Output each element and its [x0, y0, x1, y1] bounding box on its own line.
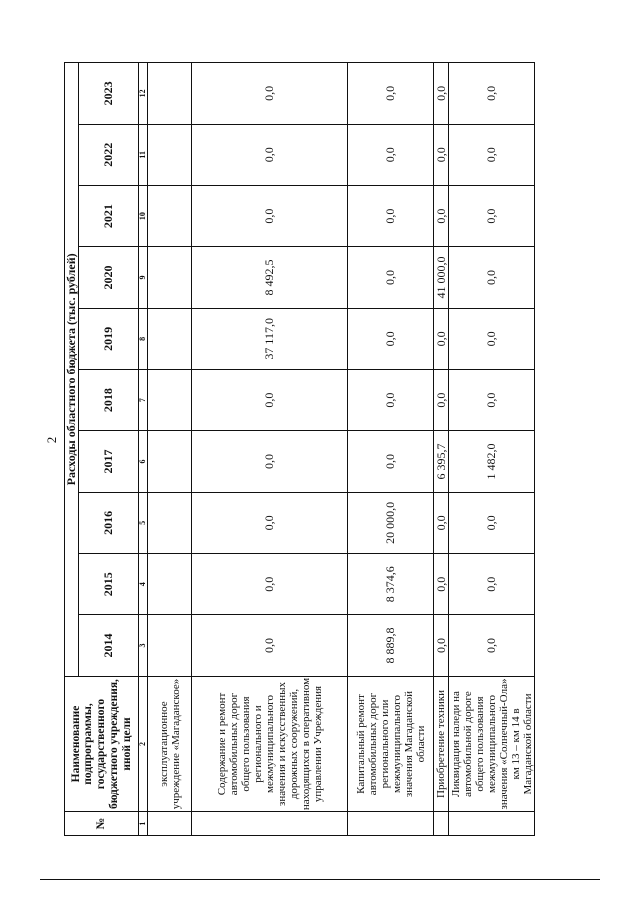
header-year: 2018 [79, 369, 139, 430]
row-value: 0,0 [348, 431, 434, 492]
row-value: 0,0 [434, 63, 449, 125]
row-value [148, 124, 192, 185]
header-year: 2019 [79, 308, 139, 369]
header-no: № [65, 812, 139, 836]
column-number: 2 [139, 676, 148, 812]
row-value [148, 431, 192, 492]
row-value [148, 369, 192, 430]
row-value [148, 247, 192, 308]
row-value: 20 000,0 [348, 492, 434, 553]
column-number: 5 [139, 492, 148, 553]
row-value: 8 492,5 [192, 247, 348, 308]
row-name: Капитальный ремонт автомобильных дорог регионального или межмуниципального значения Магаданской области [348, 676, 434, 812]
row-value: 0,0 [192, 185, 348, 246]
row-value: 0,0 [192, 554, 348, 615]
row-name: эксплуатационное учреждение «Магаданское» [148, 676, 192, 812]
row-value: 0,0 [192, 63, 348, 125]
row-value: 0,0 [449, 554, 535, 615]
column-number: 10 [139, 185, 148, 246]
row-name: Приобретение техники [434, 676, 449, 812]
header-year: 2020 [79, 247, 139, 308]
header-year: 2016 [79, 492, 139, 553]
row-value: 0,0 [192, 369, 348, 430]
page-number: 2 [44, 436, 59, 444]
table-row [148, 63, 192, 836]
row-value: 0,0 [449, 492, 535, 553]
column-number: 6 [139, 431, 148, 492]
row-value [148, 63, 192, 125]
header-year: 2014 [79, 615, 139, 676]
table-row [434, 63, 449, 836]
row-no [348, 812, 434, 836]
header-year: 2022 [79, 124, 139, 185]
budget-table [64, 62, 535, 836]
row-no [434, 812, 449, 836]
column-number: 7 [139, 369, 148, 430]
row-name: Ликвидация наледи на автомобильной дороге общего пользования межмуниципального значения «Солнечный-Ола» км 13 – км 14 в Магаданской области [449, 676, 535, 812]
column-number: 9 [139, 247, 148, 308]
row-no [148, 812, 192, 836]
row-name: Содержание и ремонт автомобильных дорог общего пользования регионального и межмуниципального значения и искусственных дорожных сооружений, находящихся в оперативном управлении Учреждения [192, 676, 348, 812]
table-row [348, 63, 434, 836]
column-number: 4 [139, 554, 148, 615]
header-name: Наименование подпрограммы, государственного бюджетного учреждения, иной цели [65, 676, 139, 812]
row-value: 0,0 [434, 554, 449, 615]
column-number: 1 [139, 812, 148, 836]
row-value: 0,0 [449, 308, 535, 369]
column-number: 12 [139, 63, 148, 125]
row-value: 0,0 [449, 185, 535, 246]
row-no [192, 812, 348, 836]
row-value: 0,0 [192, 492, 348, 553]
row-value: 0,0 [434, 492, 449, 553]
row-value: 0,0 [192, 431, 348, 492]
row-value [148, 308, 192, 369]
row-value: 8 374,6 [348, 554, 434, 615]
row-value: 0,0 [348, 308, 434, 369]
header-year: 2023 [79, 63, 139, 125]
row-value: 0,0 [434, 308, 449, 369]
row-value: 0,0 [449, 369, 535, 430]
column-number: 3 [139, 615, 148, 676]
row-value [148, 185, 192, 246]
column-numbers-row [139, 63, 148, 836]
header-expenses: Расходы областного бюджета (тыс. рублей) [65, 63, 79, 677]
row-value: 0,0 [434, 124, 449, 185]
table-row [192, 63, 348, 836]
row-no [449, 812, 535, 836]
row-value: 0,0 [449, 124, 535, 185]
header-year: 2015 [79, 554, 139, 615]
rotated-table-wrapper [64, 62, 535, 836]
row-value: 0,0 [434, 615, 449, 676]
row-value: 41 000,0 [434, 247, 449, 308]
row-value: 0,0 [449, 615, 535, 676]
row-value: 0,0 [348, 369, 434, 430]
row-value: 0,0 [449, 63, 535, 125]
row-value: 6 395,7 [434, 431, 449, 492]
row-value: 0,0 [348, 124, 434, 185]
row-value [148, 615, 192, 676]
header-year: 2017 [79, 431, 139, 492]
row-value [148, 554, 192, 615]
row-value [148, 492, 192, 553]
row-value: 0,0 [192, 124, 348, 185]
column-number: 11 [139, 124, 148, 185]
row-value: 0,0 [434, 369, 449, 430]
row-value: 0,0 [348, 185, 434, 246]
header-year: 2021 [79, 185, 139, 246]
column-number: 8 [139, 308, 148, 369]
row-value: 8 889,8 [348, 615, 434, 676]
row-value: 0,0 [434, 185, 449, 246]
table-row [449, 63, 535, 836]
row-value: 1 482,0 [449, 431, 535, 492]
page-bottom-rule [40, 879, 600, 880]
row-value: 0,0 [449, 247, 535, 308]
row-value: 0,0 [348, 247, 434, 308]
row-value: 0,0 [348, 63, 434, 125]
row-value: 37 117,0 [192, 308, 348, 369]
row-value: 0,0 [192, 615, 348, 676]
